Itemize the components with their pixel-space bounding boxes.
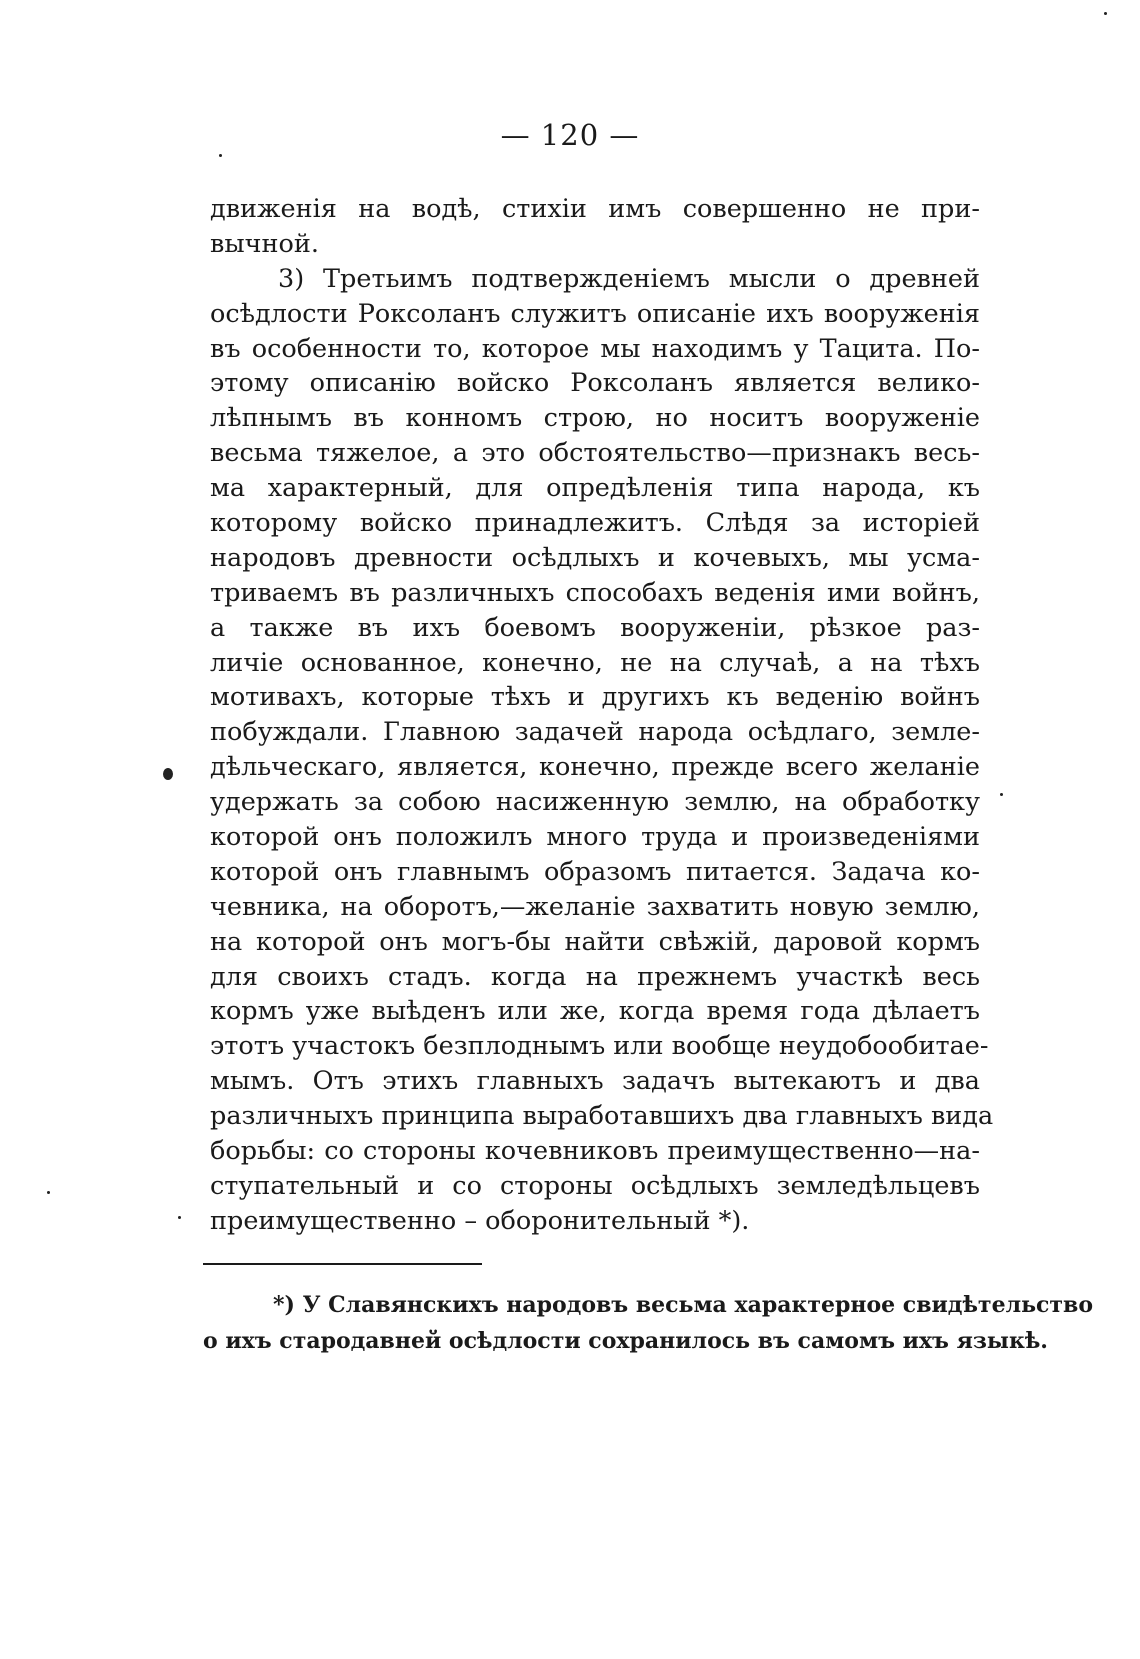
scan-speck <box>219 154 222 157</box>
text-line: ма характерный, для опредѣленія типа народа, къ <box>210 473 980 504</box>
text-line: а также въ ихъ боевомъ вооруженіи, рѣзкое раз- <box>210 612 980 643</box>
text-line: мотивахъ, которые тѣхъ и другихъ къ веденію войнъ <box>210 682 980 713</box>
text-line: удержать за собою насиженную землю, на обработку <box>210 787 980 818</box>
text-line: которой онъ главнымъ образомъ питается. Задача ко- <box>210 856 980 887</box>
text-line: преимущественно – оборонительный *). <box>210 1205 750 1236</box>
text-line: чевника, на оборотъ,—желаніе захватить новую землю, <box>210 891 980 922</box>
text-line: этому описанію войско Роксоланъ является велико- <box>210 368 980 399</box>
text-line: дѣльческаго, является, конечно, прежде всего желаніе <box>210 752 980 783</box>
scan-speck <box>1000 793 1003 796</box>
text-line: осѣдлости Роксоланъ служитъ описаніе ихъ вооруженія <box>210 298 980 329</box>
text-line: личіе основанное, конечно, не на случаѣ, а на тѣхъ <box>210 647 980 678</box>
footnote-divider <box>203 1263 482 1265</box>
footnote-line: о ихъ стародавней осѣдлости сохранилось въ самомъ ихъ языкѣ. <box>203 1328 1048 1354</box>
scan-speck <box>163 768 173 780</box>
text-line: лѣпнымъ въ конномъ строю, но носитъ вооруженіе <box>210 403 980 434</box>
text-line: побуждали. Главною задачей народа осѣдлаго, земле- <box>210 717 980 748</box>
text-line: народовъ древности осѣдлыхъ и кочевыхъ, мы усма- <box>210 542 980 573</box>
scan-speck <box>178 1216 181 1219</box>
page-number: — 120 — <box>500 118 640 152</box>
footnote <box>203 1287 1093 1359</box>
text-line: въ особенности то, которое мы находимъ у Тацита. По- <box>210 333 980 364</box>
text-line: этотъ участокъ безплоднымъ или вообще неудобообитае- <box>210 1031 989 1062</box>
text-line: кормъ уже выѣденъ или же, когда время года дѣлаетъ <box>210 996 980 1027</box>
text-line: на которой онъ могъ-бы найти свѣжій, даровой кормъ <box>210 926 980 957</box>
text-line: движенія на водѣ, стихіи имъ совершенно не при- <box>210 194 980 224</box>
text-line: ступательный и со стороны осѣдлыхъ земледѣльцевъ <box>210 1170 980 1201</box>
text-line: которой онъ положилъ много труда и произведеніями <box>210 822 980 853</box>
footnote-line: *) У Славянскихъ народовъ весьма характерное свидѣтельство <box>273 1292 1093 1318</box>
text-line: борьбы: со стороны кочевниковъ преимущественно—на- <box>210 1136 980 1167</box>
text-line: которому войско принадлежитъ. Слѣдя за исторіей <box>210 508 980 539</box>
text-line: весьма тяжелое, а это обстоятельство—признакъ весь- <box>210 438 980 469</box>
text-line: различныхъ принципа выработавшихъ два главныхъ вида <box>210 1101 994 1132</box>
body-text <box>210 192 994 1239</box>
text-line: триваемъ въ различныхъ способахъ веденія ими войнъ, <box>210 577 980 608</box>
text-line: мымъ. Отъ этихъ главныхъ задачъ вытекаютъ и два <box>210 1066 980 1097</box>
text-line: для своихъ стадъ. когда на прежнемъ участкѣ весь <box>210 961 980 992</box>
text-line: вычной. <box>210 228 319 259</box>
scan-speck <box>47 1191 50 1194</box>
text-line: 3) Третьимъ подтвержденіемъ мысли о древней <box>278 263 980 294</box>
scan-speck <box>1104 12 1107 15</box>
